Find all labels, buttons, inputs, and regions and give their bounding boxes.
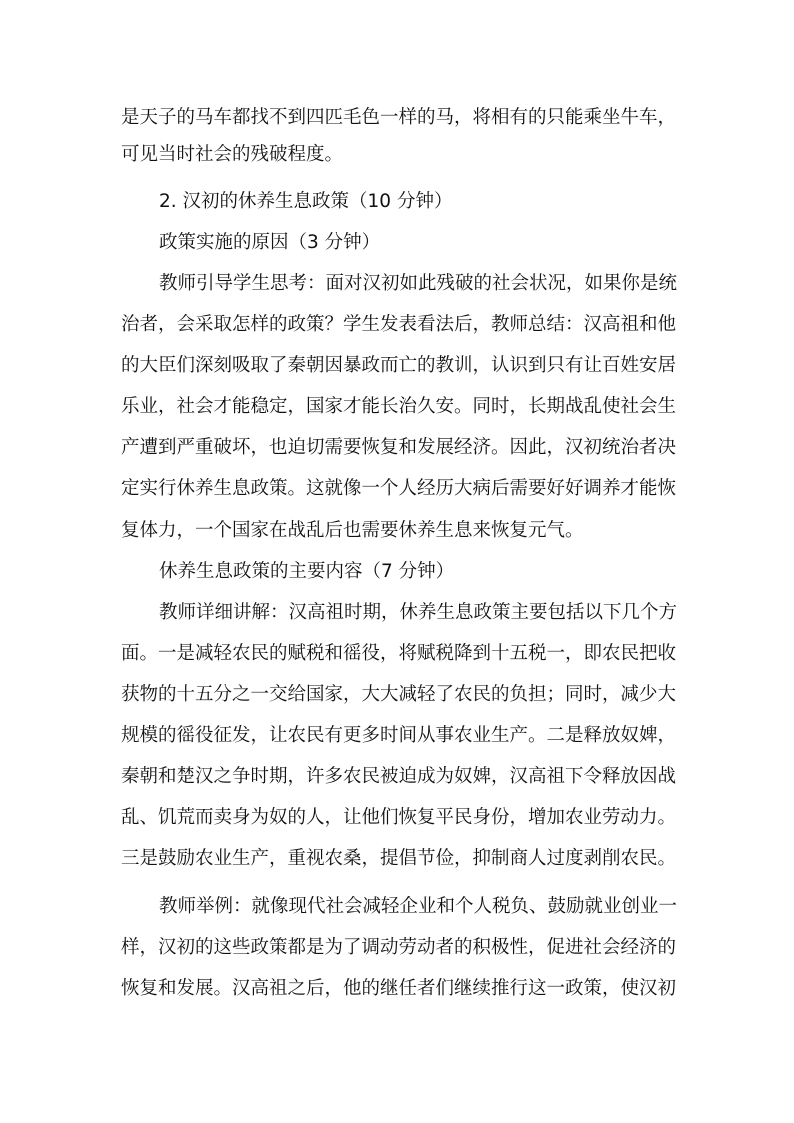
subsection-heading: 休养生息政策的主要内容（7 分钟）	[159, 561, 455, 582]
text-line: 产遭到严重破坏，也迫切需要恢复和发展经济。因此，汉初统治者决	[121, 437, 677, 458]
text-line: 定实行休养生息政策。这就像一个人经历大病后需要好好调养才能恢	[121, 478, 677, 499]
text-line: 教师详细讲解：汉高祖时期，休养生息政策主要包括以下几个方	[159, 602, 678, 623]
text-line: 教师引导学生思考：面对汉初如此残破的社会状况，如果你是统	[159, 273, 678, 294]
section-heading: 2. 汉初的休养生息政策（10 分钟）	[159, 191, 453, 212]
text-line: 可见当时社会的残破程度。	[121, 144, 344, 165]
text-line: 是天子的马车都找不到四匹毛色一样的马，将相有的只能乘坐牛车，	[121, 107, 677, 128]
text-line: 的大臣们深刻吸取了秦朝因暴政而亡的教训，认识到只有让百姓安居	[121, 355, 677, 376]
text-line: 乱、饥荒而卖身为奴的人，让他们恢复平民身份，增加农业劳动力。	[121, 807, 677, 828]
text-line: 获物的十五分之一交给国家，大大减轻了农民的负担；同时，减少大	[121, 684, 677, 705]
text-line: 秦朝和楚汉之争时期，许多农民被迫成为奴婢，汉高祖下令释放因战	[121, 766, 677, 787]
text-line: 乐业，社会才能稳定，国家才能长治久安。同时，长期战乱使社会生	[121, 396, 677, 417]
text-line: 样，汉初的这些政策都是为了调动劳动者的积极性，促进社会经济的	[121, 937, 677, 958]
text-line: 三是鼓励农业生产，重视农桑，提倡节俭，抑制商人过度剥削农民。	[121, 848, 677, 869]
text-line: 规模的徭役征发，让农民有更多时间从事农业生产。二是释放奴婢，	[121, 725, 677, 746]
subsection-heading: 政策实施的原因（3 分钟）	[159, 232, 381, 253]
text-line: 复体力，一个国家在战乱后也需要休养生息来恢复元气。	[121, 520, 584, 541]
text-line: 治者，会采取怎样的政策？学生发表看法后，教师总结：汉高祖和他	[121, 314, 677, 335]
text-line: 面。一是减轻农民的赋税和徭役，将赋税降到十五税一，即农民把收	[121, 643, 677, 664]
text-line: 恢复和发展。汉高祖之后，他的继任者们继续推行这一政策，使汉初	[121, 978, 677, 999]
text-line: 教师举例：就像现代社会减轻企业和个人税负、鼓励就业创业一	[159, 896, 678, 917]
